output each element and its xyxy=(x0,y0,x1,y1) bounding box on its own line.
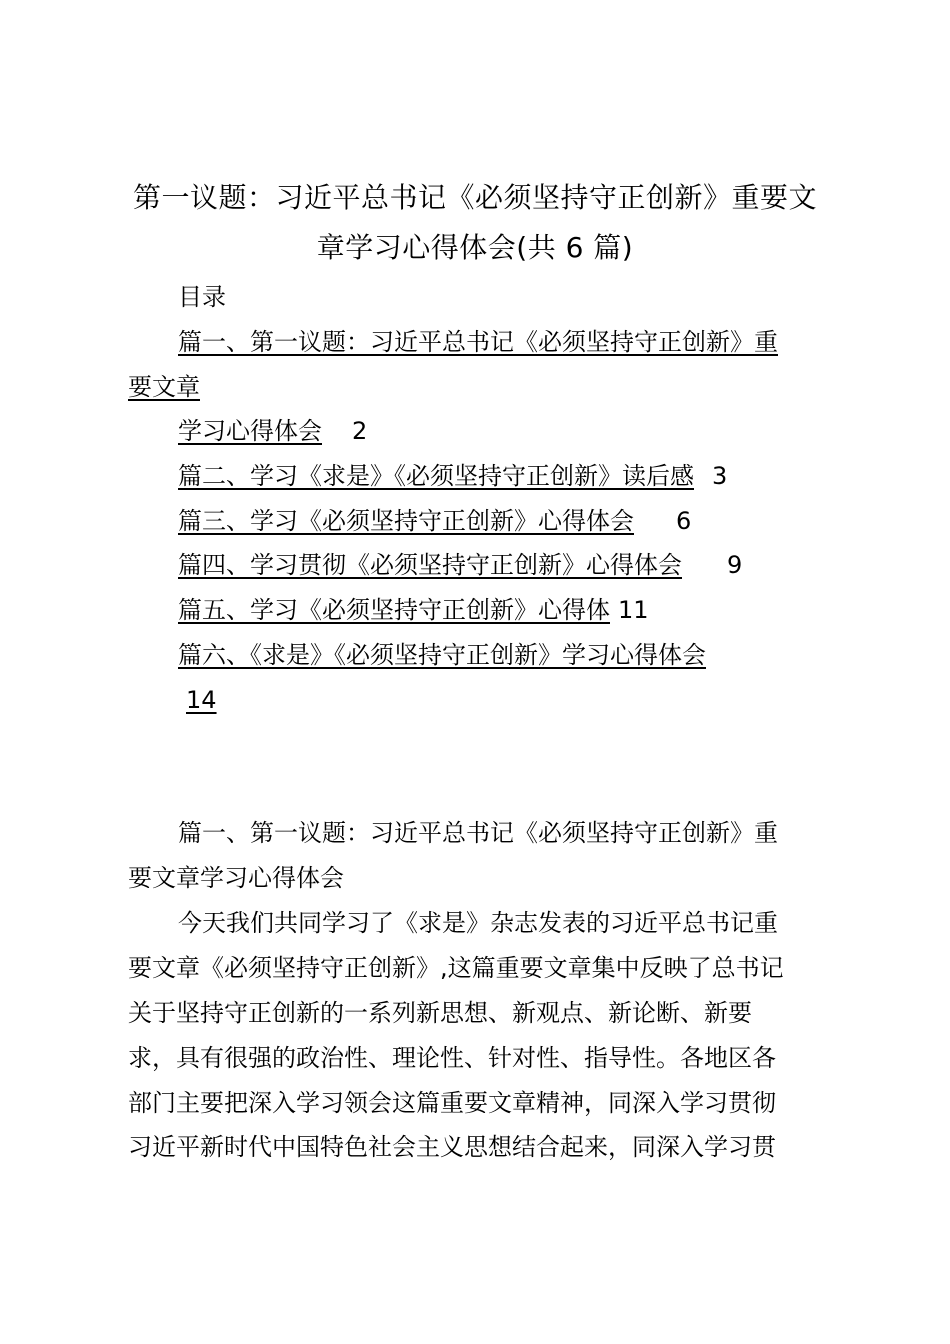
body-line-1: 今天我们共同学习了《求是》杂志发表的习近平总书记重 xyxy=(178,909,778,937)
body-line-5: 部门主要把深入学习领会这篇重要文章精神，同深入学习贯彻 xyxy=(128,1089,776,1117)
toc-entry-1-page: 2 xyxy=(352,417,368,445)
body-line-2: 要文章《必须坚持守正创新》,这篇重要文章集中反映了总书记 xyxy=(128,954,784,982)
toc-entry-3-label: 篇三、学习《必须坚持守正创新》心得体会 xyxy=(178,507,634,535)
toc-entry-5-label: 篇五、学习《必须坚持守正创新》心得体 xyxy=(178,596,610,624)
toc-entry-1-line-3[interactable] xyxy=(178,414,367,448)
toc-entry-5[interactable] xyxy=(178,593,649,627)
toc-entry-4[interactable] xyxy=(178,548,742,582)
toc-entry-1-line-1[interactable]: 篇一、第一议题：习近平总书记《必须坚持守正创新》重 xyxy=(178,328,778,356)
toc-entry-2-page: 3 xyxy=(712,462,728,490)
toc-entry-4-label: 篇四、学习贯彻《必须坚持守正创新》心得体会 xyxy=(178,551,682,579)
toc-entry-3[interactable] xyxy=(178,504,691,538)
document-title-line-2: 章学习心得体会(共 6 篇) xyxy=(316,231,634,264)
section-1-heading-line-2: 要文章学习心得体会 xyxy=(128,864,344,892)
section-1-heading-line-1: 篇一、第一议题：习近平总书记《必须坚持守正创新》重 xyxy=(178,819,778,847)
body-line-4: 求，具有很强的政治性、理论性、针对性、指导性。各地区各 xyxy=(128,1044,776,1072)
toc-entry-6-page: 14 xyxy=(186,686,217,714)
body-line-3: 关于坚持守正创新的一系列新思想、新观点、新论断、新要 xyxy=(128,999,752,1027)
body-line-6: 习近平新时代中国特色社会主义思想结合起来，同深入学习贯 xyxy=(128,1133,776,1161)
toc-entry-5-page: 11 xyxy=(618,596,649,624)
toc-entry-6-page-line[interactable] xyxy=(128,683,217,717)
toc-entry-4-page: 9 xyxy=(727,551,743,579)
toc-entry-2-label: 篇二、学习《求是》《必须坚持守正创新》读后感 xyxy=(178,462,694,490)
document-title-line-1: 第一议题：习近平总书记《必须坚持守正创新》重要文 xyxy=(132,181,817,214)
toc-heading: 目录 xyxy=(178,283,226,311)
toc-entry-1-line-2[interactable]: 要文章 xyxy=(128,373,200,401)
toc-entry-1-label: 学习心得体会 xyxy=(178,417,322,445)
toc-entry-6-label[interactable]: 篇六、《求是》《必须坚持守正创新》学习心得体会 xyxy=(178,641,706,669)
toc-entry-2[interactable] xyxy=(178,459,727,493)
toc-entry-3-page: 6 xyxy=(676,507,692,535)
